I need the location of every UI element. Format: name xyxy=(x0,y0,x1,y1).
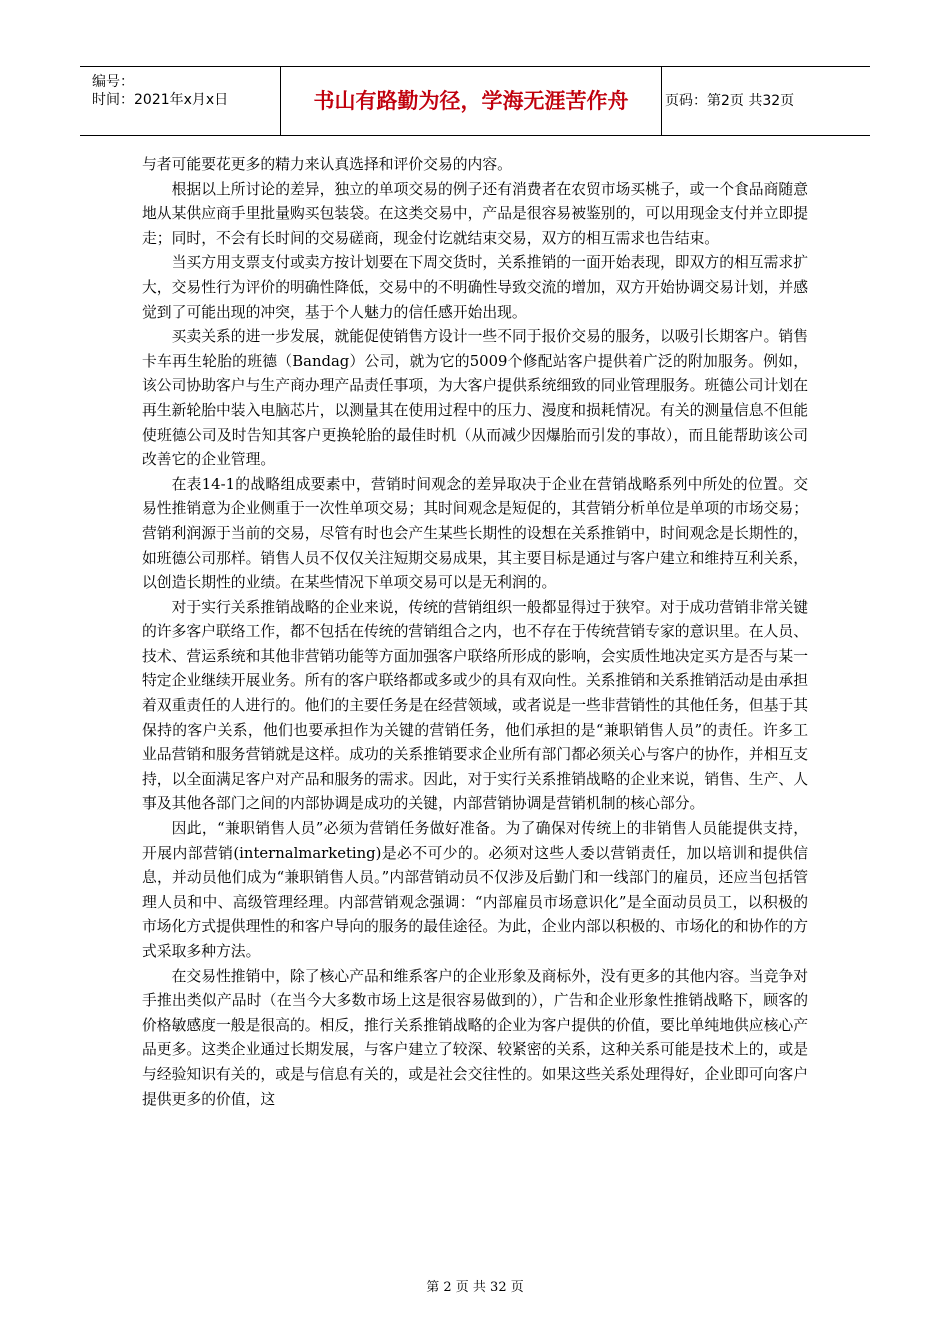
paragraph: 因此，“兼职销售人员”必须为营销任务做好准备。为了确保对传统上的非销售人员能提供支持，开展内部营销(internalmarketing)是必不可少的。必须对这些人委以营销责任，加以培训和提供信息，并动员他们成为“兼职销售人员。”内部营销动员不仅涉及后勤门和一线部门的雇员，还应当包括管理人员和中、高级管理经理。内部营销观念强调：“内部雇员市场意识化”是全面动员员工，以积极的市场化方式提供理性的和客户导向的服务的最佳途径。为此，企业内部以积极的、市场化的和协作的方式采取多种方法。 xyxy=(142,820,808,960)
paragraph: 对于实行关系推销战略的企业来说，传统的营销组织一般都显得过于狭窄。对于成功营销非常关键的许多客户联络工作，都不包括在传统的营销组合之内，也不存在于传统营销专家的意识里。在人员、技术、营运系统和其他非营销功能等方面加强客户联络所形成的影响，会实质性地决定买方是否与某一特定企业继续开展业务。所有的客户联络都或多或少的具有双向性。关系推销和关系推销活动是由承担着双重责任的人进行的。他们的主要任务是在经营领域，或者说是一些非营销性的其他任务，但基于其保持的客户关系，他们也要承担作为关键的营销任务，他们承担的是“兼职销售人员”的责任。许多工业品营销和服务营销就是这样。成功的关系推销要求企业所有部门都必须关心与客户的协作，并相互支持，以全面满足客户对产品和服务的需求。因此，对于实行关系推销战略的企业来说，销售、生产、人事及其他各部门之间的内部协调是成功的关键，内部营销协调是营销机制的核心部分。 xyxy=(142,598,808,813)
header-meta xyxy=(82,67,280,135)
page-footer: 第 2 页 共 32 页 xyxy=(426,1280,524,1295)
paragraph: 与者可能要花更多的精力来认真选择和评价交易的内容。 xyxy=(142,156,512,173)
header-page-label: 页码：第2页 共32页 xyxy=(665,93,795,109)
header-motto: 书山有路勤为径，学海无涯苦作舟 xyxy=(280,67,662,135)
document-number-label: 编号： xyxy=(92,74,134,90)
document-date-label: 时间：2021年x月x日 xyxy=(92,92,229,108)
paragraph: 在交易性推销中，除了核心产品和维系客户的企业形象及商标外，没有更多的其他内容。当竞争对手推出类似产品时（在当今大多数市场上这是很容易做到的），广告和企业形象性推销战略下，顾客的价格敏感度一般是很高的。相反，推行关系推销战略的企业为客户提供的价值，要比单纯地供应核心产品更多。这类企业通过长期发展，与客户建立了较深、较紧密的关系，这种关系可能是技术上的，或是与经验知识有关的，或是与信息有关的，或是社会交往性的。如果这些关系处理得好，企业即可向客户提供更多的价值，这 xyxy=(142,967,808,1108)
paragraph: 根据以上所讨论的差异，独立的单项交易的例子还有消费者在农贸市场买桃子，或一个食品商随意地从某供应商手里批量购买包装袋。在这类交易中，产品是很容易被鉴别的，可以用现金支付并立即提走；同时，不会有长时间的交易磋商，现金付讫就结束交易，双方的相互需求也告结束。 xyxy=(142,180,808,247)
paragraph: 在表14-1的战略组成要素中，营销时间观念的差异取决于企业在营销战略系列中所处的位置。交易性推销意为企业侧重于一次性单项交易；其时间观念是短促的，其营销分析单位是单项的市场交易；营销利润源于当前的交易，尽管有时也会产生某些长期性的设想在关系推销中，时间观念是长期性的，如班德公司那样。销售人员不仅仅关注短期交易成果，其主要目标是通过与客户建立和维持互利关系，以创造长期性的业绩。在某些情况下单项交易可以是无利润的。 xyxy=(142,475,808,592)
paragraph: 当买方用支票支付或卖方按计划要在下周交货时，关系推销的一面开始表现，即双方的相互需求扩大，交易性行为评价的明确性降低，交易中的不明确性导致交流的增加，双方开始协调交易计划，并感觉到了可能出现的冲突，基于个人魅力的信任感开始出现。 xyxy=(142,254,808,321)
page-header xyxy=(80,66,870,136)
document-body xyxy=(142,153,808,1112)
paragraph: 买卖关系的进一步发展，就能促使销售方设计一些不同于报价交易的服务，以吸引长期客户。销售卡车再生轮胎的班德（Bandag）公司，就为它的5009个修配站客户提供着广泛的附加服务。例如，该公司协助客户与生产商办理产品责任事项，为大客户提供系统细致的同业管理服务。班德公司计划在再生新轮胎中装入电脑芯片，以测量其在使用过程中的压力、漫度和损耗情况。有关的测量信息不但能使班德公司及时告知其客户更换轮胎的最佳时机（从而减少因爆胎而引发的事故），而且能帮助该公司改善它的企业管理。 xyxy=(142,328,808,469)
